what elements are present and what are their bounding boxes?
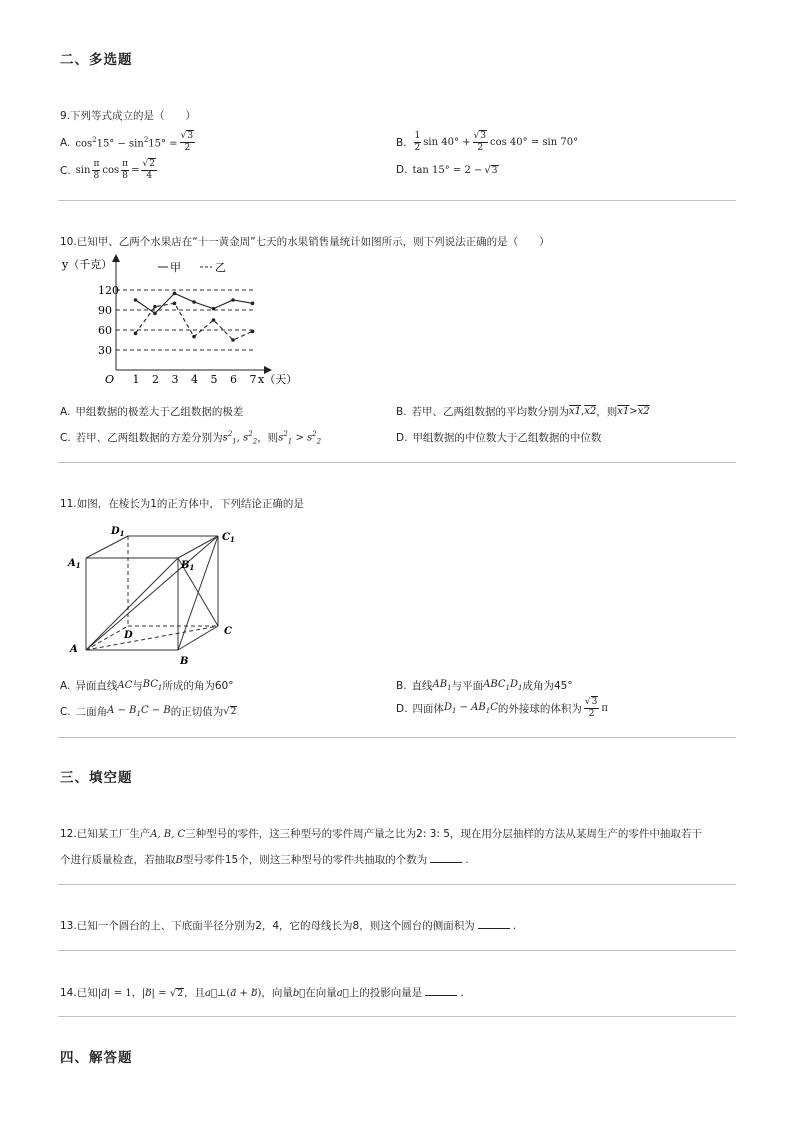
data-point-jia — [134, 298, 138, 302]
answer-blank[interactable] — [478, 919, 510, 929]
divider — [58, 200, 736, 201]
data-point-jia — [231, 298, 235, 302]
data-point-yi — [153, 305, 157, 309]
question-11-option-d[interactable]: D. 四面体 $D_1 - AB_1C$ 的外接球的体积为 $\frac{√3}{2}$ π — [396, 697, 608, 719]
data-point-yi — [251, 330, 255, 334]
divider — [58, 462, 736, 463]
question-9-option-d[interactable]: D. tan 15° = 2 − √3 — [396, 164, 498, 176]
vertex-b: B — [180, 656, 189, 667]
data-point-jia — [173, 292, 177, 296]
data-point-jia — [251, 302, 255, 306]
y-tick-label: 120 — [98, 284, 119, 297]
x-tick-label: 2 — [152, 373, 159, 386]
divider — [58, 737, 736, 738]
question-10-option-c[interactable]: C. 若甲、乙两组数据的方差分别为 $s^2_1$, $s^2_2$ ，则 $s^2_1 > s^2_2$ — [60, 430, 322, 446]
data-point-yi — [192, 335, 196, 339]
vertex-a: A — [70, 644, 78, 655]
question-12-line-2: 个进行质量检查，若抽取B型号零件15个，则这三种型号的零件共抽取的个数为 . — [60, 854, 469, 866]
answer-blank[interactable] — [430, 853, 462, 863]
question-10-option-b[interactable]: B. 若甲、乙两组数据的平均数分别为 x1 , x2 ，则 x1 > x2 — [396, 405, 650, 418]
legend-yi-label: 乙 — [215, 261, 226, 274]
x-axis-label: x（天） — [258, 373, 298, 386]
vertex-d: D — [124, 630, 133, 641]
vertex-a1: $A_1$ — [68, 558, 81, 570]
question-10-option-d[interactable]: D. 甲组数据的中位数大于乙组数据的中位数 — [396, 431, 602, 444]
vertex-c1: $C_1$ — [222, 532, 235, 544]
divider — [58, 1016, 736, 1017]
sales-line-chart — [58, 252, 308, 392]
divider — [58, 884, 736, 885]
vertex-b1: $B_1$ — [181, 560, 195, 572]
vertex-c: C — [224, 626, 232, 637]
data-point-yi — [231, 338, 235, 342]
question-13: 13.已知一个圆台的上、下底面半径分别为2，4，它的母线长为8，则这个圆台的侧面积为 . — [60, 920, 517, 932]
question-9-option-c[interactable]: C. sin $\frac{\pi}{8}$ cos $\frac{\pi}{8}$ = $\frac{√2}{4}$ — [60, 159, 155, 181]
question-9-stem: 9.下列等式成立的是（ ） — [60, 110, 197, 122]
x-tick-label: 1 — [132, 373, 140, 386]
vertex-d1: $D_1$ — [111, 526, 125, 538]
question-11-option-c[interactable]: C. 二面角 $A - B_1C - B$ 的正切值为 √2 — [60, 705, 237, 718]
x-tick-label: 7 — [249, 373, 257, 386]
divider — [58, 950, 736, 951]
section-title-answer: 四、解答题 — [60, 1050, 133, 1066]
question-10-stem: 10.已知甲、乙两个水果店在“十一黄金周”七天的水果销售量统计如图所示，则下列说法正确的是（ ） — [60, 236, 550, 248]
data-point-jia — [192, 300, 196, 304]
x-tick-label: 4 — [191, 373, 198, 386]
data-point-yi — [134, 332, 138, 336]
origin-label: O — [105, 373, 115, 386]
x-tick-label: 3 — [171, 373, 179, 386]
data-point-yi — [173, 302, 177, 306]
question-10-option-a[interactable]: A. 甲组数据的极差大于乙组数据的极差 — [60, 405, 244, 418]
legend-jia-label: 甲 — [170, 261, 181, 274]
x-tick-label: 5 — [210, 373, 218, 386]
y-axis-label: y（千克） — [62, 258, 113, 271]
question-9-option-a[interactable]: A. $\cos^215^\circ - \sin^215^\circ$ = $\frac{√3}{2}$ — [60, 131, 194, 153]
answer-blank[interactable] — [425, 986, 457, 996]
data-point-jia — [153, 312, 157, 316]
data-point-yi — [212, 318, 216, 322]
question-14: 14.已知|a⃗| = 1，|b⃗| = √2，且a⊥(a⃗ + b⃗)，向量b在向量a上的投影向量是 . — [60, 987, 464, 999]
question-11-option-a[interactable]: A. 异面直线 AC 与 $BC_1$ 所成的角为60° — [60, 679, 234, 692]
y-tick-label: 90 — [98, 304, 112, 317]
question-11-stem: 11.如图，在棱长为1的正方体中，下列结论正确的是 — [60, 498, 304, 510]
series-line-yi — [136, 303, 253, 340]
question-11-option-b[interactable]: B. 直线 $AB_1$ 与平面 $ABC_1D_1$ 成角为45° — [396, 679, 573, 692]
x-tick-label: 6 — [230, 373, 237, 386]
y-tick-label: 30 — [98, 344, 112, 357]
section-title-multiple-choice: 二、多选题 — [60, 52, 133, 68]
question-12-line-1: 12.已知某工厂生产A, B, C三种型号的零件，这三种型号的零件周产量之比为2: 3: 5，现在用分层抽样的方法从某周生产的零件中抽取若干 — [60, 828, 702, 840]
y-tick-label: 60 — [98, 324, 112, 337]
cube-diagram — [58, 518, 258, 670]
question-9-option-b[interactable]: B. $\frac{1}{2}$ sin 40° + $\frac{√3}{2}$ cos 40° = sin 70° — [396, 131, 579, 153]
section-title-fill-in: 三、填空题 — [60, 770, 133, 786]
data-point-jia — [212, 307, 216, 311]
